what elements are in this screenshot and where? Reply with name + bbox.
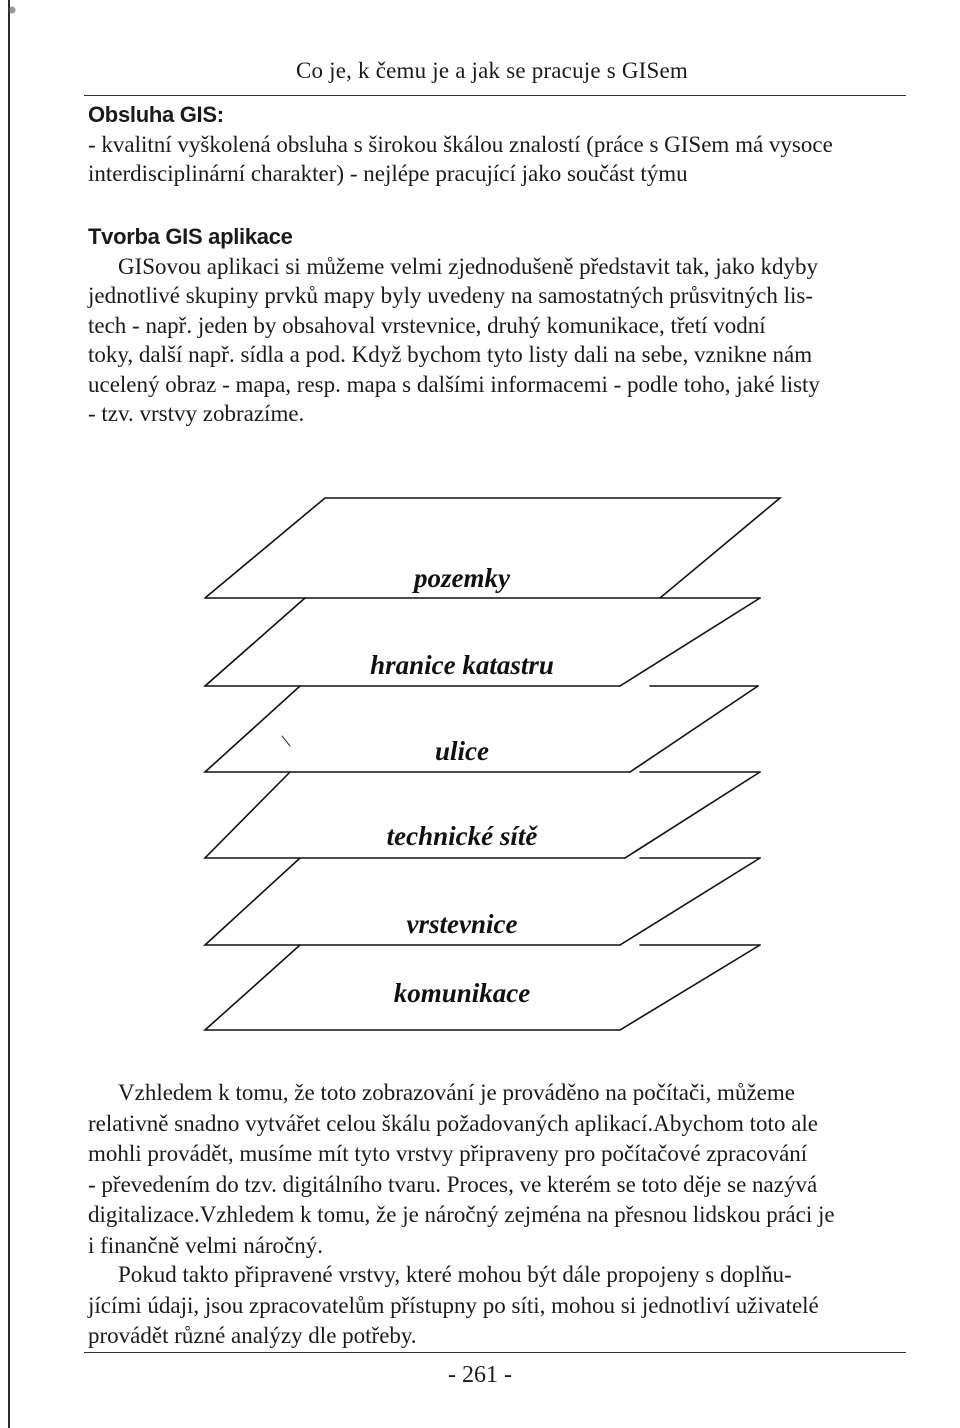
text-line: interdisciplinární charakter) - nejlépe pracující jako součást týmu [88,161,688,186]
text-line: jícími údaji, jsou zpracovatelům přístupny po síti, mohou si jednotliví uživatelé [88,1292,819,1318]
text-line: provádět různé analýzy dle potřeby. [88,1323,417,1348]
page-number: - 261 - [448,1362,512,1388]
layer-label-ulice: ulice [435,736,489,766]
section-obsluha [88,100,908,189]
text-line: GISovou aplikaci si můžeme velmi zjednodušeně představit tak, jako kdyby [118,253,819,279]
paragraph-analyzy [88,1260,908,1352]
layer-label-technicke-site: technické sítě [386,821,538,851]
text-line: Vzhledem k tomu, že toto zobrazování je prováděno na počítači, můžeme [118,1080,795,1105]
text-line: relativně snadno vytvářet celou škálu požadovaných aplikací.Abychom toto ale [88,1110,819,1136]
text-line: - převedením do tzv. digitálního tvaru. Proces, ve kterém se toto děje se nazývá [88,1171,818,1197]
scan-speck [0,0,22,22]
text-line: mohli provádět, musíme mít tyto vrstvy připraveny pro počítačové zpracování [88,1141,808,1166]
text-line: Pokud takto připravené vrstvy, které mohou být dále propojeny s doplňu- [118,1262,792,1287]
text-line: - tzv. vrstvy zobrazíme. [88,401,305,426]
layer-label-pozemky: pozemky [414,563,510,593]
running-header: Co je, k čemu je a jak se pracuje s GISem [295,58,688,83]
layer-label-hranice-katastru: hranice katastru [370,650,554,680]
text-line: - kvalitní vyškolená obsluha s širokou škálou znalostí (práce s GISem má vysoce [88,131,833,157]
header-rule [84,95,906,96]
text-line: tech - např. jeden by obsahoval vrstevnice, druhý komunikace, třetí vodní [88,312,766,338]
section-heading-tvorba: Tvorba GIS aplikace [88,224,293,249]
section-tvorba [88,222,908,429]
text-line: digitalizace.Vzhledem k tomu, že je náročný zejména na přesnou lidskou práci je [88,1202,835,1227]
layer-label-komunikace: komunikace [393,978,531,1008]
paragraph-digitalizace [88,1078,908,1261]
layer-label-vrstevnice: vrstevnice [406,909,518,939]
layer-stack-diagram [0,490,960,1050]
footer-rule [84,1352,906,1353]
text-line: jednotlivé skupiny prvků mapy byly uvedeny na samostatných průsvitných lis- [88,283,814,308]
section-heading-obsluha: Obsluha GIS: [88,102,224,127]
text-line: toky, další např. sídla a pod. Když bychom tyto listy dali na sebe, vznikne nám [88,342,813,367]
text-line: ucelený obraz - mapa, resp. mapa s dalšími informacemi - podle toho, jaké listy [88,371,820,397]
text-line: i finančně velmi náročný. [88,1232,324,1258]
